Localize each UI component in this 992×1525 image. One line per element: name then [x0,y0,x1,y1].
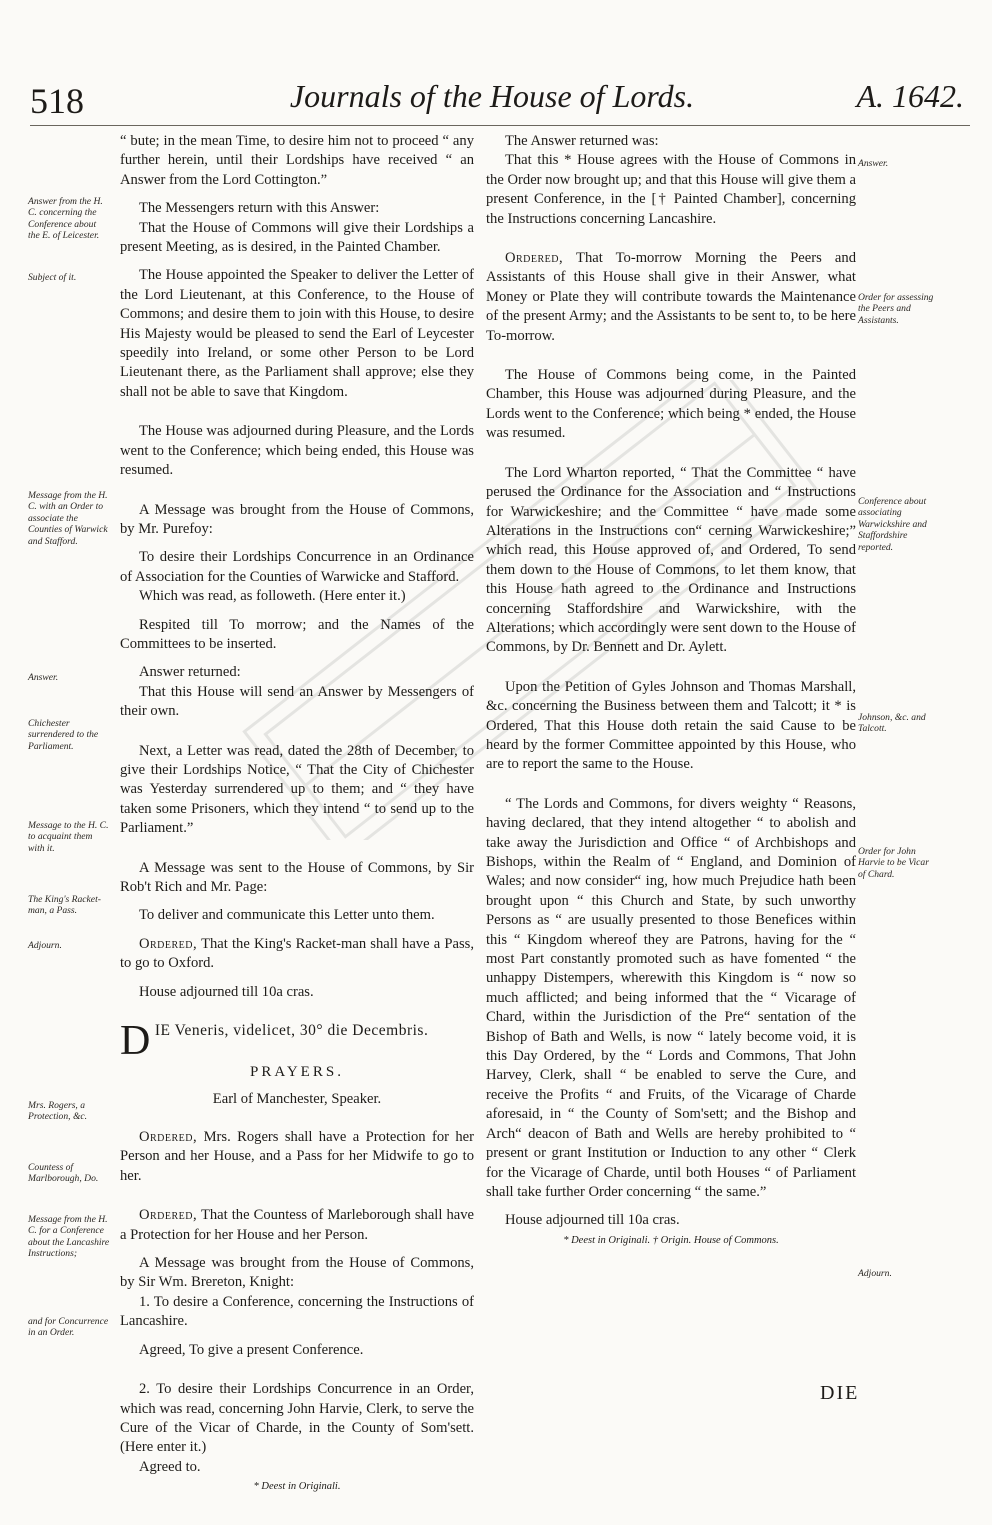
paragraph: Upon the Petition of Gyles Johnson and Thomas Marshall, &c. concerning the Business between them and Talcott; it * is Ordered, That this House doth retain the said Cause to be heard by the former Committee appointed by this House, who are to report the same to the House. [486,678,856,773]
margin-note: Answer. [28,672,59,683]
paragraph-text: That To-morrow Morning the Peers and Assistants of this House shall give in their Answer, what Money or Plate they will contribute towards the Maintenance of the present Army; and the Assistants to be sent to, to be here To-morrow. [486,250,856,344]
paragraph: House adjourned till 10a cras. [138,983,314,1000]
margin-note: Conference about associating Warwickshire and Staffordshire reported. [858,496,927,553]
drop-cap: D [120,1018,151,1065]
ordered-label: Ordered, [138,1207,198,1224]
paragraph: To desire their Lordships Concurrence in an Ordinance of Association for the Counties of Warwicke and Stafford. [120,549,474,585]
prayers-heading: PRAYERS. [250,1064,344,1081]
paragraph: To deliver and communicate this Letter unto them. [138,907,435,924]
year-heading: A. 1642. [856,78,964,114]
paragraph: Which was read, as followeth. (Here enter it.) [138,588,406,605]
ordered-label: Ordered, [504,250,564,267]
ordered-label: Ordered, [138,1129,198,1146]
paragraph: Respited till To morrow; and the Names of the Committees to be inserted. [120,616,474,652]
paragraph: A Message was brought from the House of Commons, by Mr. Purefoy: [120,501,474,537]
paragraph: The Messengers return with this Answer: [138,200,380,217]
header-rule [30,125,970,126]
paragraph: A Message was brought from the House of Commons, by Sir Wm. Brereton, Knight: [120,1255,474,1291]
paragraph: Answer returned: [138,664,241,681]
margin-note: Message to the H. C. to acquaint them with it. [28,820,109,854]
paragraph: A Message was sent to the House of Commons, by Sir Rob't Rich and Mr. Page: [120,859,474,895]
margin-note: and for Concurrence in an Order. [28,1316,109,1339]
paragraph-text: That the Countess of Marleborough shall have a Protection for her House and her Person. [120,1207,475,1243]
margin-note: Subject of it. [28,272,77,283]
footnote: * Deest in Originali. [253,1481,341,1493]
paragraph: “ The Lords and Commons, for divers weighty “ Reasons, having declared, that they intend altogether “ to abolish and take away the Jurisdiction and Office “ of Archbishops and Bishops, within the Realm of “ England, and Dominion of Wales; and now consider“ ing, how much Prejudice hath been brought upon “ this Church and State, by such unworthy Persons as “ are usually presented to those Benefices within this “ Kingdom whereof they are Patrons, having for the “ most Part constantly promoted such as have fomented “ the unhappy Distempers, wherewith this Kingdom is “ now so much afflicted; and being informed that the “ Vicarage of Chard, within the Jurisdiction of the Pre“ sentation of the Bishop of Bath and Wells, is now “ lately become void, it is this Day Ordered, by the “ Lords and Commons, That John Harvey, Clerk, shall “ be enabled to serve the Cure, and receive the Profits “ and Fruits, of the Vicarage of Charde aforesaid, in “ the County of Som'sett; and the Bishop and Arch“ deacon of Bath and Wells are hereby prohibited to “ present or grant Institution or Induction to any other “ Clerk for the Vicarage of Charde, until both Houses “ of Parliament shall take further Order concerning “ the same.” [486,795,856,1200]
paragraph [120,1128,474,1186]
paragraph: 1. To desire a Conference, concerning the Instructions of Lancashire. [120,1293,474,1330]
margin-note: Countess of Marlborough, Do. [28,1162,99,1185]
paragraph: That this * House agrees with the House of Commons in the Order now brought up; and that this House will give them a present Conference, in the [† Painted Chamber], concerning the Instructions concerning Lancashire. [486,152,856,227]
paragraph: The House of Commons being come, in the Painted Chamber, this House was adjourned during Pleasure, and the Lords went to the Conference; which being * ended, the House was resumed. [486,367,856,442]
ordered-label: Ordered, [138,935,198,952]
margin-note: Chichester surrendered to the Parliament. [28,718,99,752]
margin-note: Order for John Harvie to be Vicar of Chard. [858,846,929,880]
paragraph: House adjourned till 10a cras. [504,1212,680,1229]
margin-note: Order for assessing the Peers and Assistants. [858,292,934,326]
page-number: 518 [30,81,84,121]
right-column [486,132,856,1246]
margin-note: Mrs. Rogers, a Protection, &c. [28,1100,88,1123]
margin-note: Johnson, &c. and Talcott. [858,712,926,735]
paragraph: The Answer returned was: [504,133,659,149]
margin-note: Answer from the H. C. concerning the Conference about the E. of Leicester. [28,196,103,242]
day-heading-text: IE Veneris, videlicet, 30° die Decembris. [154,1022,429,1040]
left-column [120,132,474,1492]
paragraph: Agreed to. [138,1458,201,1475]
paragraph: 2. To desire their Lordships Concurrence in an Order, which was read, concerning John Harvie, Clerk, to serve the Cure of the Vicar of Charde, in the County of Som'sett. (Here enter it.) [120,1381,474,1456]
paragraph: The Lord Wharton reported, “ That the Committee “ have perused the Ordinance for the Association and “ Instructions for Warwickeshire; and the Committee “ have made some Alterations in the Instructions con“ cerning Warwickeshire;” which read, this House approved of, and Ordered, To send them down to the House of Commons, to let them know, that this House hath agreed to the Ordinance and Instructions concerning Staffordshire and Warwickshire, with the Alterations; which accordingly were sent down to the House of Commons, by Dr. Bennett and Dr. Aylett. [486,464,856,656]
paragraph [486,249,856,346]
catchword: DIE [820,1382,860,1404]
day-heading [120,1018,474,1065]
footnote: * Deest in Originali. † Origin. House of Commons. [563,1234,779,1246]
margin-note: Message from the H. C. with an Order to associate the Counties of Warwick and Stafford. [28,490,108,547]
paragraph: The House appointed the Speaker to deliver the Letter of the Lord Lieutenant, at this Conference, to the House of Commons; and desire them to join with this House, to desire His Majesty would be pleased to send the Earl of Leycester speedily into Ireland, or some other Person to be Lord Lieutenant there, as the Parliament shall approve; else they shall not be able to save that Kingdom. [120,267,474,400]
paragraph: That the House of Commons will give their Lordships a present Meeting, as is desired, in the Painted Chamber. [120,219,474,256]
margin-note: Adjourn. [28,940,62,951]
paragraph: “ bute; in the mean Time, to desire him not to proceed “ any further herein, until their Lordships have received “ an Answer from the Lord Cottington.” [120,133,474,188]
paragraph: Agreed, To give a present Conference. [138,1341,364,1358]
margin-note: Answer. [858,158,889,169]
paragraph: The House was adjourned during Pleasure, and the Lords went to the Conference; which being ended, this House was resumed. [120,423,474,479]
running-title: Journals of the House of Lords. [289,78,695,114]
speaker-line: Earl of Manchester, Speaker. [212,1091,382,1108]
paragraph [120,1206,474,1245]
paragraph: Next, a Letter was read, dated the 28th of December, to give their Lordships Notice, “ That the City of Chichester was Yesterday surrendered up to them; and “ they have taken some Prisoners, which they intend “ to send up to the Parliament.” [120,742,474,837]
margin-note: The King's Racket-man, a Pass. [28,894,101,917]
margin-note: Adjourn. [858,1268,892,1279]
paragraph-text: Mrs. Rogers shall have a Protection for her Person and her House, and a Pass for her Midwife to go to her. [120,1129,474,1184]
margin-note: Message from the H. C. for a Conference about the Lancashire Instructions; [28,1214,110,1260]
paragraph [120,935,474,974]
paragraph-text: That the King's Racket-man shall have a Pass, to go to Oxford. [120,935,474,972]
paragraph: That this House will send an Answer by Messengers of their own. [120,683,474,720]
